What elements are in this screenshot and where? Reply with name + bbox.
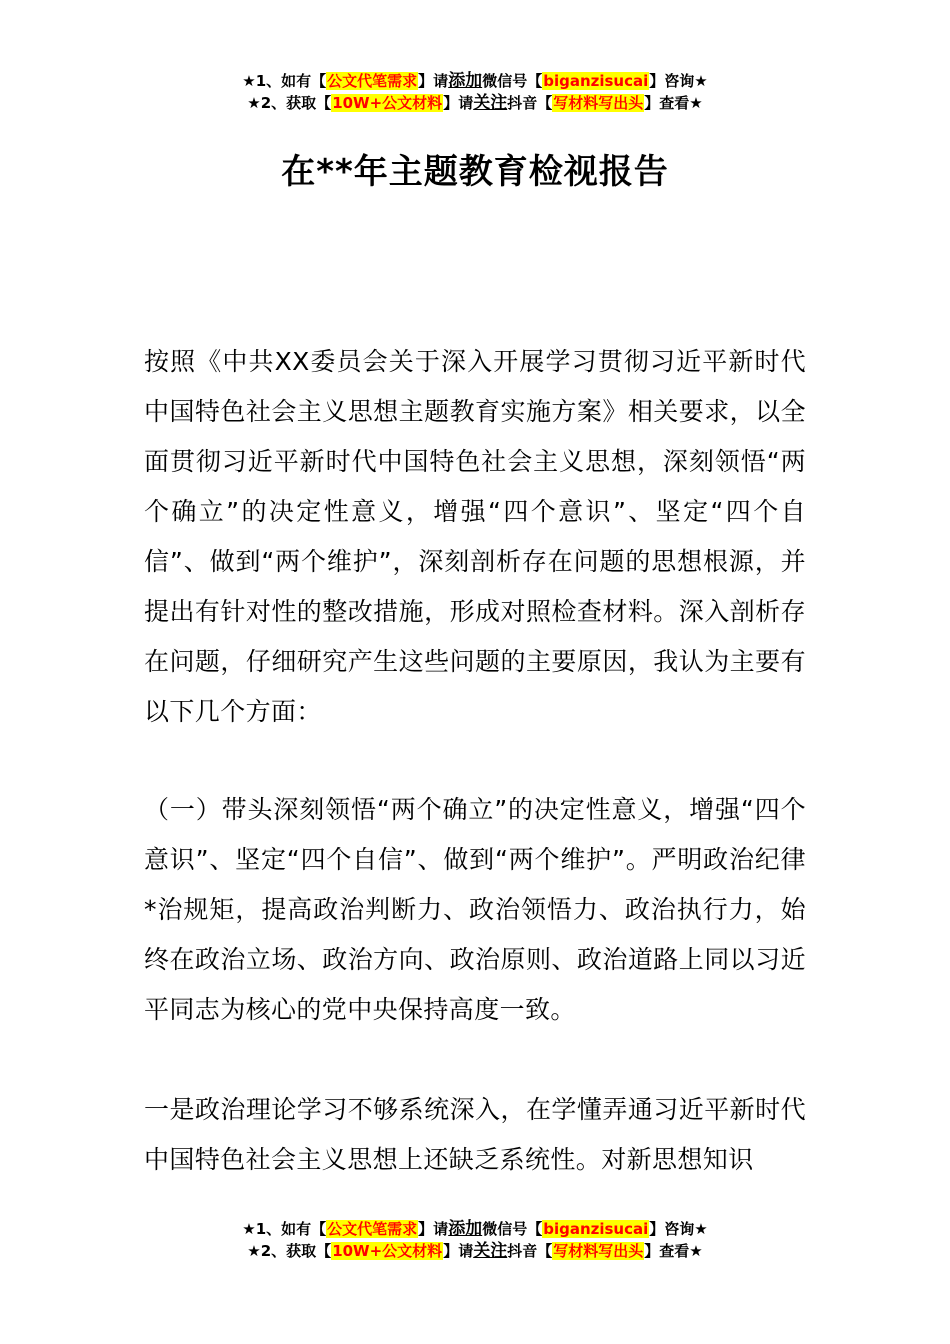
promo-text: ★2、获取【 (247, 1242, 332, 1260)
document-title: 在**年主题教育检视报告 (281, 152, 669, 192)
promo-underlined: 关注 (473, 1241, 508, 1261)
promo-underlined: 添加 (448, 1219, 483, 1239)
promo-line-2 (0, 1240, 950, 1262)
promo-text: ★1、如有【 (242, 1220, 327, 1238)
promo-text: 】请 (443, 1242, 474, 1260)
promo-text: 】请 (443, 94, 474, 112)
promo-text: ★2、获取【 (247, 94, 332, 112)
promo-text: 】查看★ (644, 1242, 703, 1260)
body-paragraph-section-1: （一）带头深刻领悟“两个确立”的决定性意义，增强“四个意识”、坚定“四个自信”、做到“两个维护”。严明政治纪律*治规矩，提高政治判断力、政治领悟力、政治执行力，始终在政治立场、政治方向、政治原则、政治道路上同以习近平同志为核心的党中央保持高度一致。 (144, 795, 806, 1024)
promo-highlight: biganzisucai (543, 72, 649, 90)
promo-line-2 (0, 92, 950, 114)
promo-text: 微信号【 (482, 72, 543, 90)
promo-text: 】咨询★ (649, 72, 708, 90)
promo-highlight: 10W+公文材料 (332, 94, 443, 112)
footer-promo-banner (0, 1218, 950, 1262)
promo-text: 微信号【 (482, 1220, 543, 1238)
promo-highlight: 公文代笔需求 (327, 72, 418, 90)
promo-highlight: 10W+公文材料 (332, 1242, 443, 1260)
promo-highlight: biganzisucai (543, 1220, 649, 1238)
promo-underlined: 关注 (473, 93, 508, 113)
body-paragraph-intro: 按照《中共XX委员会关于深入开展学习贯彻习近平新时代中国特色社会主义思想主题教育实施方案》相关要求，以全面贯彻习近平新时代中国特色社会主义思想，深刻领悟“两个确立”的决定性意义，增强“四个意识”、坚定“四个自信”、做到“两个维护”，深刻剖析存在问题的思想根源，并提出有针对性的整改措施，形成对照检查材料。深入剖析存在问题，仔细研究产生这些问题的主要原因，我认为主要有以下几个方面： (144, 347, 806, 726)
promo-text: 】查看★ (644, 94, 703, 112)
header-promo-banner (0, 70, 950, 114)
body-paragraph-point-1: 一是政治理论学习不够系统深入，在学懂弄通习近平新时代中国特色社会主义思想上还缺乏系统性。对新思想知识 (144, 1095, 806, 1174)
promo-text: 】请 (418, 72, 449, 90)
promo-line-1 (0, 1218, 950, 1240)
promo-text: 】咨询★ (649, 1220, 708, 1238)
promo-text: 抖音【 (507, 94, 553, 112)
promo-highlight: 写材料写出头 (553, 1242, 644, 1260)
promo-highlight: 公文代笔需求 (327, 1220, 418, 1238)
promo-text: 抖音【 (507, 1242, 553, 1260)
promo-highlight: 写材料写出头 (553, 94, 644, 112)
promo-underlined: 添加 (448, 71, 483, 91)
promo-line-1 (0, 70, 950, 92)
promo-text: 】请 (418, 1220, 449, 1238)
promo-text: ★1、如有【 (242, 72, 327, 90)
